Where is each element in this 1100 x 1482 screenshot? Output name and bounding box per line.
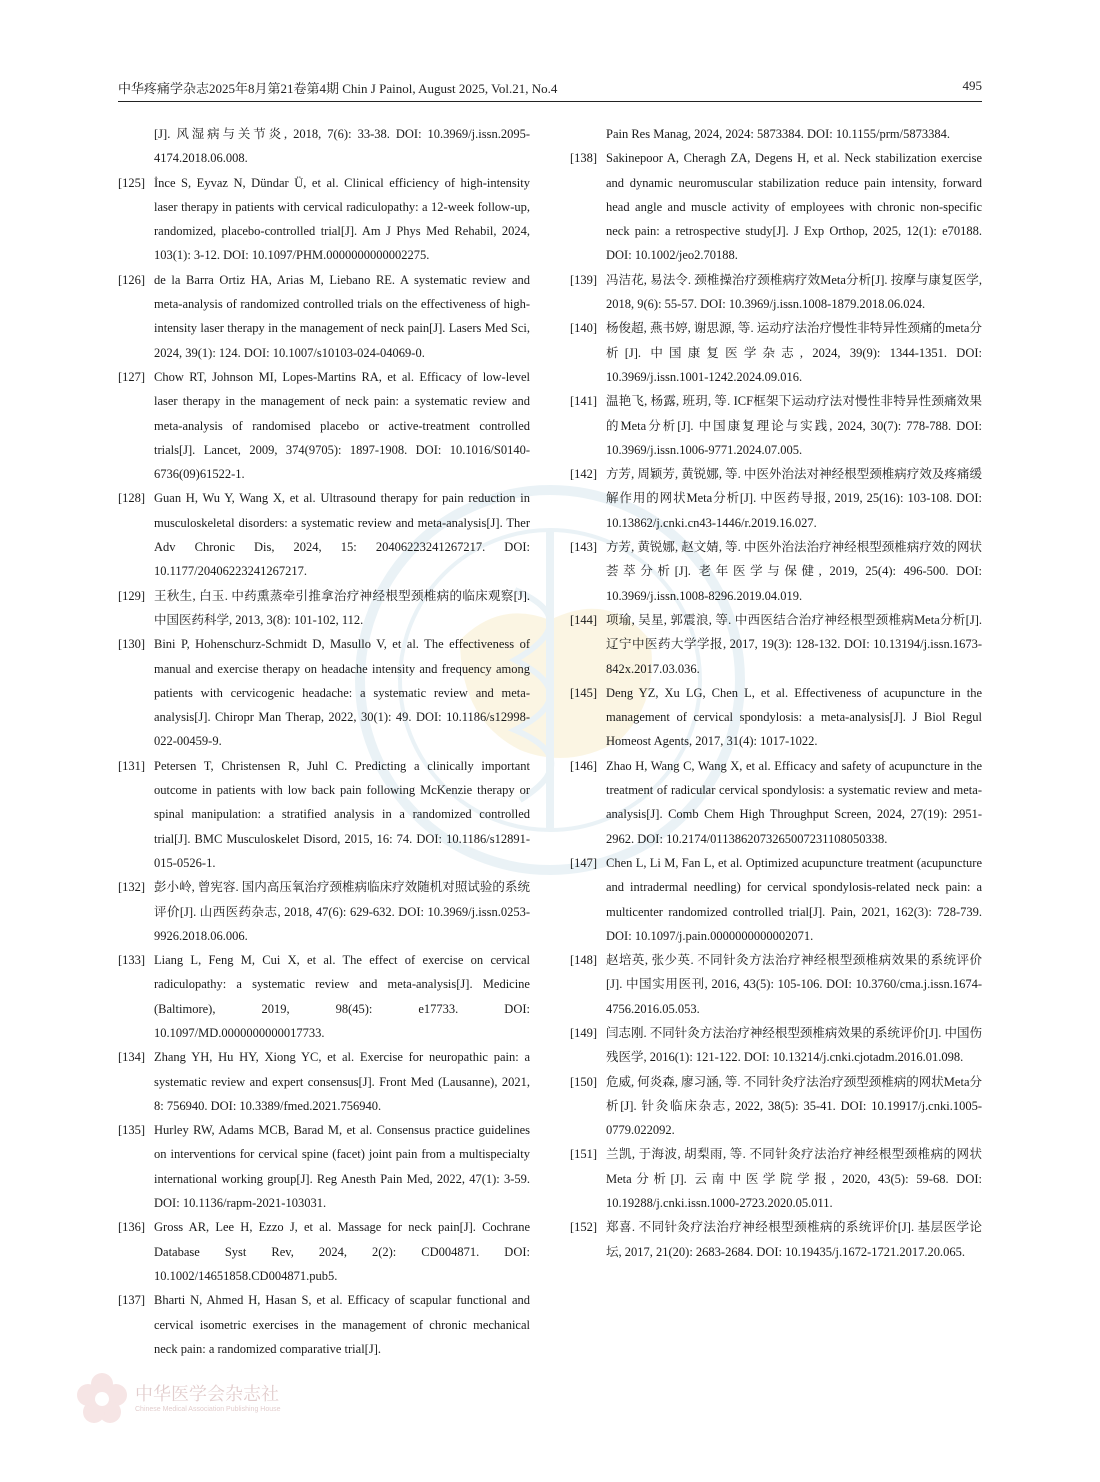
reference-number: [145] [570, 685, 598, 700]
references-right-column [570, 122, 982, 1264]
reference-text: 王秋生, 白玉. 中药熏蒸牵引推拿治疗神经根型颈椎病的临床观察[J]. 中国医药科学, 2013, 3(8): 101-102, 112. [154, 588, 530, 627]
reference-item [118, 486, 530, 583]
reference-text: Bharti N, Ahmed H, Hasan S, et al. Efficacy of scapular functional and cervical isometric exercises in the management of chronic mechanical neck pain: a randomized comparative trial[J]. [154, 1293, 530, 1356]
reference-text: 方芳, 黄锐娜, 赵文婧, 等. 中医外治法治疗神经根型颈椎病疗效的网状荟萃分析[J]. 老年医学与保健, 2019, 25(4): 496-500. DOI: 10.3969/j.issn.1008-8296.2019.04.019. [606, 540, 982, 603]
reference-item [118, 171, 530, 268]
reference-item [570, 851, 982, 948]
reference-item [118, 754, 530, 875]
reference-item [570, 316, 982, 389]
reference-text: de la Barra Ortiz HA, Arias M, Liebano RE. A systematic review and meta-analysis of randomized controlled trials on the effectiveness of high-intensity laser therapy in the management of neck pain[J]. Lasers Med Sci, 2024, 39(1): 124. DOI: 10.1007/s10103-024-04069-0. [154, 272, 530, 360]
reference-text: 方芳, 周颖芳, 黄锐娜, 等. 中医外治法对神经根型颈椎病疗效及疼痛缓解作用的网状Meta分析[J]. 中医药导报, 2019, 25(16): 103-108. DOI: 10.13862/j.cnki.cn43-1446/r.2019.16.027. [606, 467, 982, 530]
reference-text: Liang L, Feng M, Cui X, et al. The effect of exercise on cervical radiculopathy: a systematic review and meta-analysis[J]. Medicine (Baltimore), 2019, 98(45): e17733. DOI: 10.1097/MD.0000000000017733. [154, 953, 530, 1040]
reference-number: [131] [118, 758, 146, 773]
reference-number: [144] [570, 612, 598, 627]
reference-item [570, 146, 982, 267]
reference-text: Zhao H, Wang C, Wang X, et al. Efficacy and safety of acupuncture in the treatment of radicular cervical spondylosis: a systematic review and meta-analysis[J]. Comb Chem High Throughput Screen, 2024, 27(19): 2951-2962. DOI: 10.2174/0113862073265007231108050338. [606, 758, 982, 846]
reference-text: 赵培英, 张少英. 不同针灸方法治疗神经根型颈椎病效果的系统评价[J]. 中国实用医刊, 2016, 43(5): 105-106. DOI: 10.3760/cma.j.issn.1674-4756.2016.05.053. [606, 953, 982, 1016]
reference-number: [125] [118, 175, 146, 190]
reference-item [570, 1021, 982, 1070]
reference-text: 彭小岭, 曾宪容. 国内高压氧治疗颈椎病临床疗效随机对照试验的系统评价[J]. 山西医药杂志, 2018, 47(6): 629-632. DOI: 10.3969/j.issn.0253-9926.2018.06.006. [154, 880, 530, 943]
page-number: 495 [962, 78, 982, 93]
reference-text: 闫志刚. 不同针灸方法治疗神经根型颈椎病效果的系统评价[J]. 中国伤残医学, 2016(1): 121-122. DOI: 10.13214/j.cnki.cjotadm.2016.01.098. [606, 1025, 982, 1065]
reference-item [118, 1288, 530, 1361]
reference-number: [143] [570, 540, 598, 555]
reference-number: [152] [570, 1220, 598, 1235]
reference-number: [149] [570, 1025, 598, 1040]
reference-text: Gross AR, Lee H, Ezzo J, et al. Massage for neck pain[J]. Cochrane Database Syst Rev, 2024, 2(2): CD004871. DOI: 10.1002/14651858.CD004871.pub5. [154, 1220, 530, 1283]
reference-item [118, 365, 530, 486]
publisher-flower-logo [72, 1368, 132, 1428]
reference-number: [138] [570, 151, 598, 166]
reference-item [570, 754, 982, 851]
reference-item [118, 1045, 530, 1118]
reference-number: [126] [118, 272, 146, 287]
reference-continuation: Pain Res Manag, 2024, 2024: 5873384. DOI: 10.1155/prm/5873384. [606, 127, 950, 141]
reference-number: [139] [570, 272, 598, 287]
reference-item [570, 1142, 982, 1215]
reference-text: 杨俊超, 燕书婷, 谢思源, 等. 运动疗法治疗慢性非特异性颈痛的meta分析[J]. 中国康复医学杂志, 2024, 39(9): 1344-1351. DOI: 10.3969/j.issn.1001-1242.2024.09.016. [606, 321, 982, 384]
references-left-column [118, 122, 530, 1361]
publisher-footer [135, 1380, 281, 1413]
reference-text: Hurley RW, Adams MCB, Barad M, et al. Consensus practice guidelines on interventions for cervical spine (facet) joint pain from a multispecialty international working group[J]. Reg Anesth Pain Med, 2022, 47(1): 3-59. DOI: 10.1136/rapm-2021-103031. [154, 1123, 530, 1211]
reference-number: [136] [118, 1220, 146, 1235]
publisher-name-en: Chinese Medical Association Publishing House [135, 1406, 281, 1413]
reference-number: [129] [118, 588, 146, 603]
publisher-name-cn: 中华医学会杂志社 [135, 1384, 279, 1405]
reference-item [570, 462, 982, 535]
reference-item [570, 681, 982, 754]
reference-item [118, 875, 530, 948]
reference-text: Deng YZ, Xu LG, Chen L, et al. Effectiveness of acupuncture in the management of cervical spondylosis: a meta-analysis[J]. J Biol Regul Homeost Agents, 2017, 31(4): 1017-1022. [606, 685, 982, 749]
reference-continuation: [J]. 风湿病与关节炎, 2018, 7(6): 33-38. DOI: 10.3969/j.issn.2095-4174.2018.06.008. [154, 127, 530, 166]
reference-number: [141] [570, 394, 598, 409]
reference-number: [148] [570, 953, 598, 968]
reference-text: Chow RT, Johnson MI, Lopes-Martins RA, et al. Efficacy of low-level laser therapy in the management of neck pain: a systematic review and meta-analysis of randomised placebo or active-treatment controlled trials[J]. Lancet, 2009, 374(9705): 1897-1908. DOI: 10.1016/S0140-6736(09)61522-1. [154, 369, 530, 482]
reference-number: [146] [570, 758, 598, 773]
reference-text: İnce S, Eyvaz N, Dündar Ü, et al. Clinical efficiency of high-intensity laser therapy in patients with cervical radiculopathy: a 12-week follow-up, randomized, placebo-controlled trial[J]. Am J Phys Med Rehabil, 2024, 103(1): 3-12. DOI: 10.1097/PHM.0000000000002275. [154, 175, 530, 263]
reference-text: Chen L, Li M, Fan L, et al. Optimized acupuncture treatment (acupuncture and intradermal needling) for cervical spondylosis-related neck pain: a multicenter randomized controlled trial[J]. Pain, 2021, 162(3): 728-739. DOI: 10.1097/j.pain.0000000000002071. [606, 855, 982, 943]
reference-number: [134] [118, 1050, 146, 1065]
reference-text: 危威, 何炎森, 廖习涵, 等. 不同针灸疗法治疗颈型颈椎病的网状Meta分析[J]. 针灸临床杂志, 2022, 38(5): 35-41. DOI: 10.19917/j.cnki.1005-0779.022092. [606, 1074, 982, 1138]
reference-text: Sakinepoor A, Cheragh ZA, Degens H, et al. Neck stabilization exercise and dynamic neuromuscular stabilization reduce pain intensity, forward head angle and muscle activity of employees with chronic non-specific neck pain: a retrospective study[J]. J Exp Orthop, 2025, 12(1): e70188. DOI: 10.1002/jeo2.70188. [606, 151, 982, 263]
header-rule [118, 101, 982, 102]
reference-text: 兰凯, 于海波, 胡梨雨, 等. 不同针灸疗法治疗神经根型颈椎病的网状Meta分析[J]. 云南中医学院学报, 2020, 43(5): 59-68. DOI: 10.19288/j.cnki.issn.1000-2723.2020.05.011. [606, 1147, 982, 1211]
reference-item [570, 389, 982, 462]
reference-text: Guan H, Wu Y, Wang X, et al. Ultrasound therapy for pain reduction in musculoskeletal disorders: a systematic review and meta-analysis[J]. Ther Adv Chronic Dis, 2024, 15: 20406223241267217. DOI: 10.1177/20406223241267217. [154, 491, 530, 579]
reference-item [118, 584, 530, 633]
reference-text: Petersen T, Christensen R, Juhl C. Predicting a clinically important outcome in patients with low back pain following McKenzie therapy or spinal manipulation: a stratified analysis in a randomized controlled trial[J]. BMC Musculoskelet Disord, 2015, 16: 74. DOI: 10.1186/s12891-015-0526-1. [154, 758, 530, 870]
reference-item [118, 1215, 530, 1288]
reference-number: [132] [118, 880, 146, 895]
reference-text: Zhang YH, Hu HY, Xiong YC, et al. Exercise for neuropathic pain: a systematic review and expert consensus[J]. Front Med (Lausanne), 2021, 8: 756940. DOI: 10.3389/fmed.2021.756940. [154, 1050, 530, 1113]
reference-text: 郑喜. 不同针灸疗法治疗神经根型颈椎病的系统评价[J]. 基层医学论坛, 2017, 21(20): 2683-2684. DOI: 10.19435/j.1672-1721.2017.20.065. [606, 1220, 982, 1259]
reference-item [118, 632, 530, 753]
reference-text: 温艳飞, 杨露, 班玥, 等. ICF框架下运动疗法对慢性非特异性颈痛效果的Meta分析[J]. 中国康复理论与实践, 2024, 30(7): 778-788. DOI: 10.3969/j.issn.1006-9771.2024.07.005. [606, 394, 982, 457]
reference-item [570, 608, 982, 681]
reference-number: [151] [570, 1147, 598, 1162]
reference-number: [142] [570, 467, 598, 482]
reference-item [570, 948, 982, 1021]
reference-number: [150] [570, 1074, 598, 1089]
reference-number: [127] [118, 369, 146, 384]
reference-text: 项瑜, 吴星, 郭震浪, 等. 中西医结合治疗神经根型颈椎病Meta分析[J]. 辽宁中医药大学学报, 2017, 19(3): 128-132. DOI: 10.13194/j.issn.1673-842x.2017.03.036. [606, 612, 982, 676]
reference-number: [140] [570, 321, 598, 336]
reference-item [570, 268, 982, 317]
reference-item [570, 535, 982, 608]
reference-number: [130] [118, 637, 146, 652]
reference-item [118, 948, 530, 1045]
reference-item [570, 1070, 982, 1143]
reference-text: 冯洁花, 易法令. 颈椎操治疗颈椎病疗效Meta分析[J]. 按摩与康复医学, 2018, 9(6): 55-57. DOI: 10.3969/j.issn.1008-1879.2018.06.024. [606, 272, 982, 312]
reference-number: [135] [118, 1123, 146, 1138]
reference-item [118, 1118, 530, 1215]
reference-number: [147] [570, 855, 598, 870]
journal-header: 中华疼痛学杂志2025年8月第21卷第4期 Chin J Painol, August 2025, Vol.21, No.4 [118, 81, 558, 96]
reference-number: [137] [118, 1293, 146, 1308]
reference-number: [133] [118, 953, 146, 968]
reference-item [570, 1215, 982, 1264]
running-header [118, 78, 982, 98]
reference-number: [128] [118, 491, 146, 506]
reference-text: Bini P, Hohenschurz-Schmidt D, Masullo V, et al. The effectiveness of manual and exercise therapy on headache intensity and frequency among patients with cervicogenic headache: a systematic review and meta-analysis[J]. Chiropr Man Therap, 2022, 30(1): 49. DOI: 10.1186/s12998-022-00459-9. [154, 637, 530, 749]
reference-item [118, 268, 530, 365]
